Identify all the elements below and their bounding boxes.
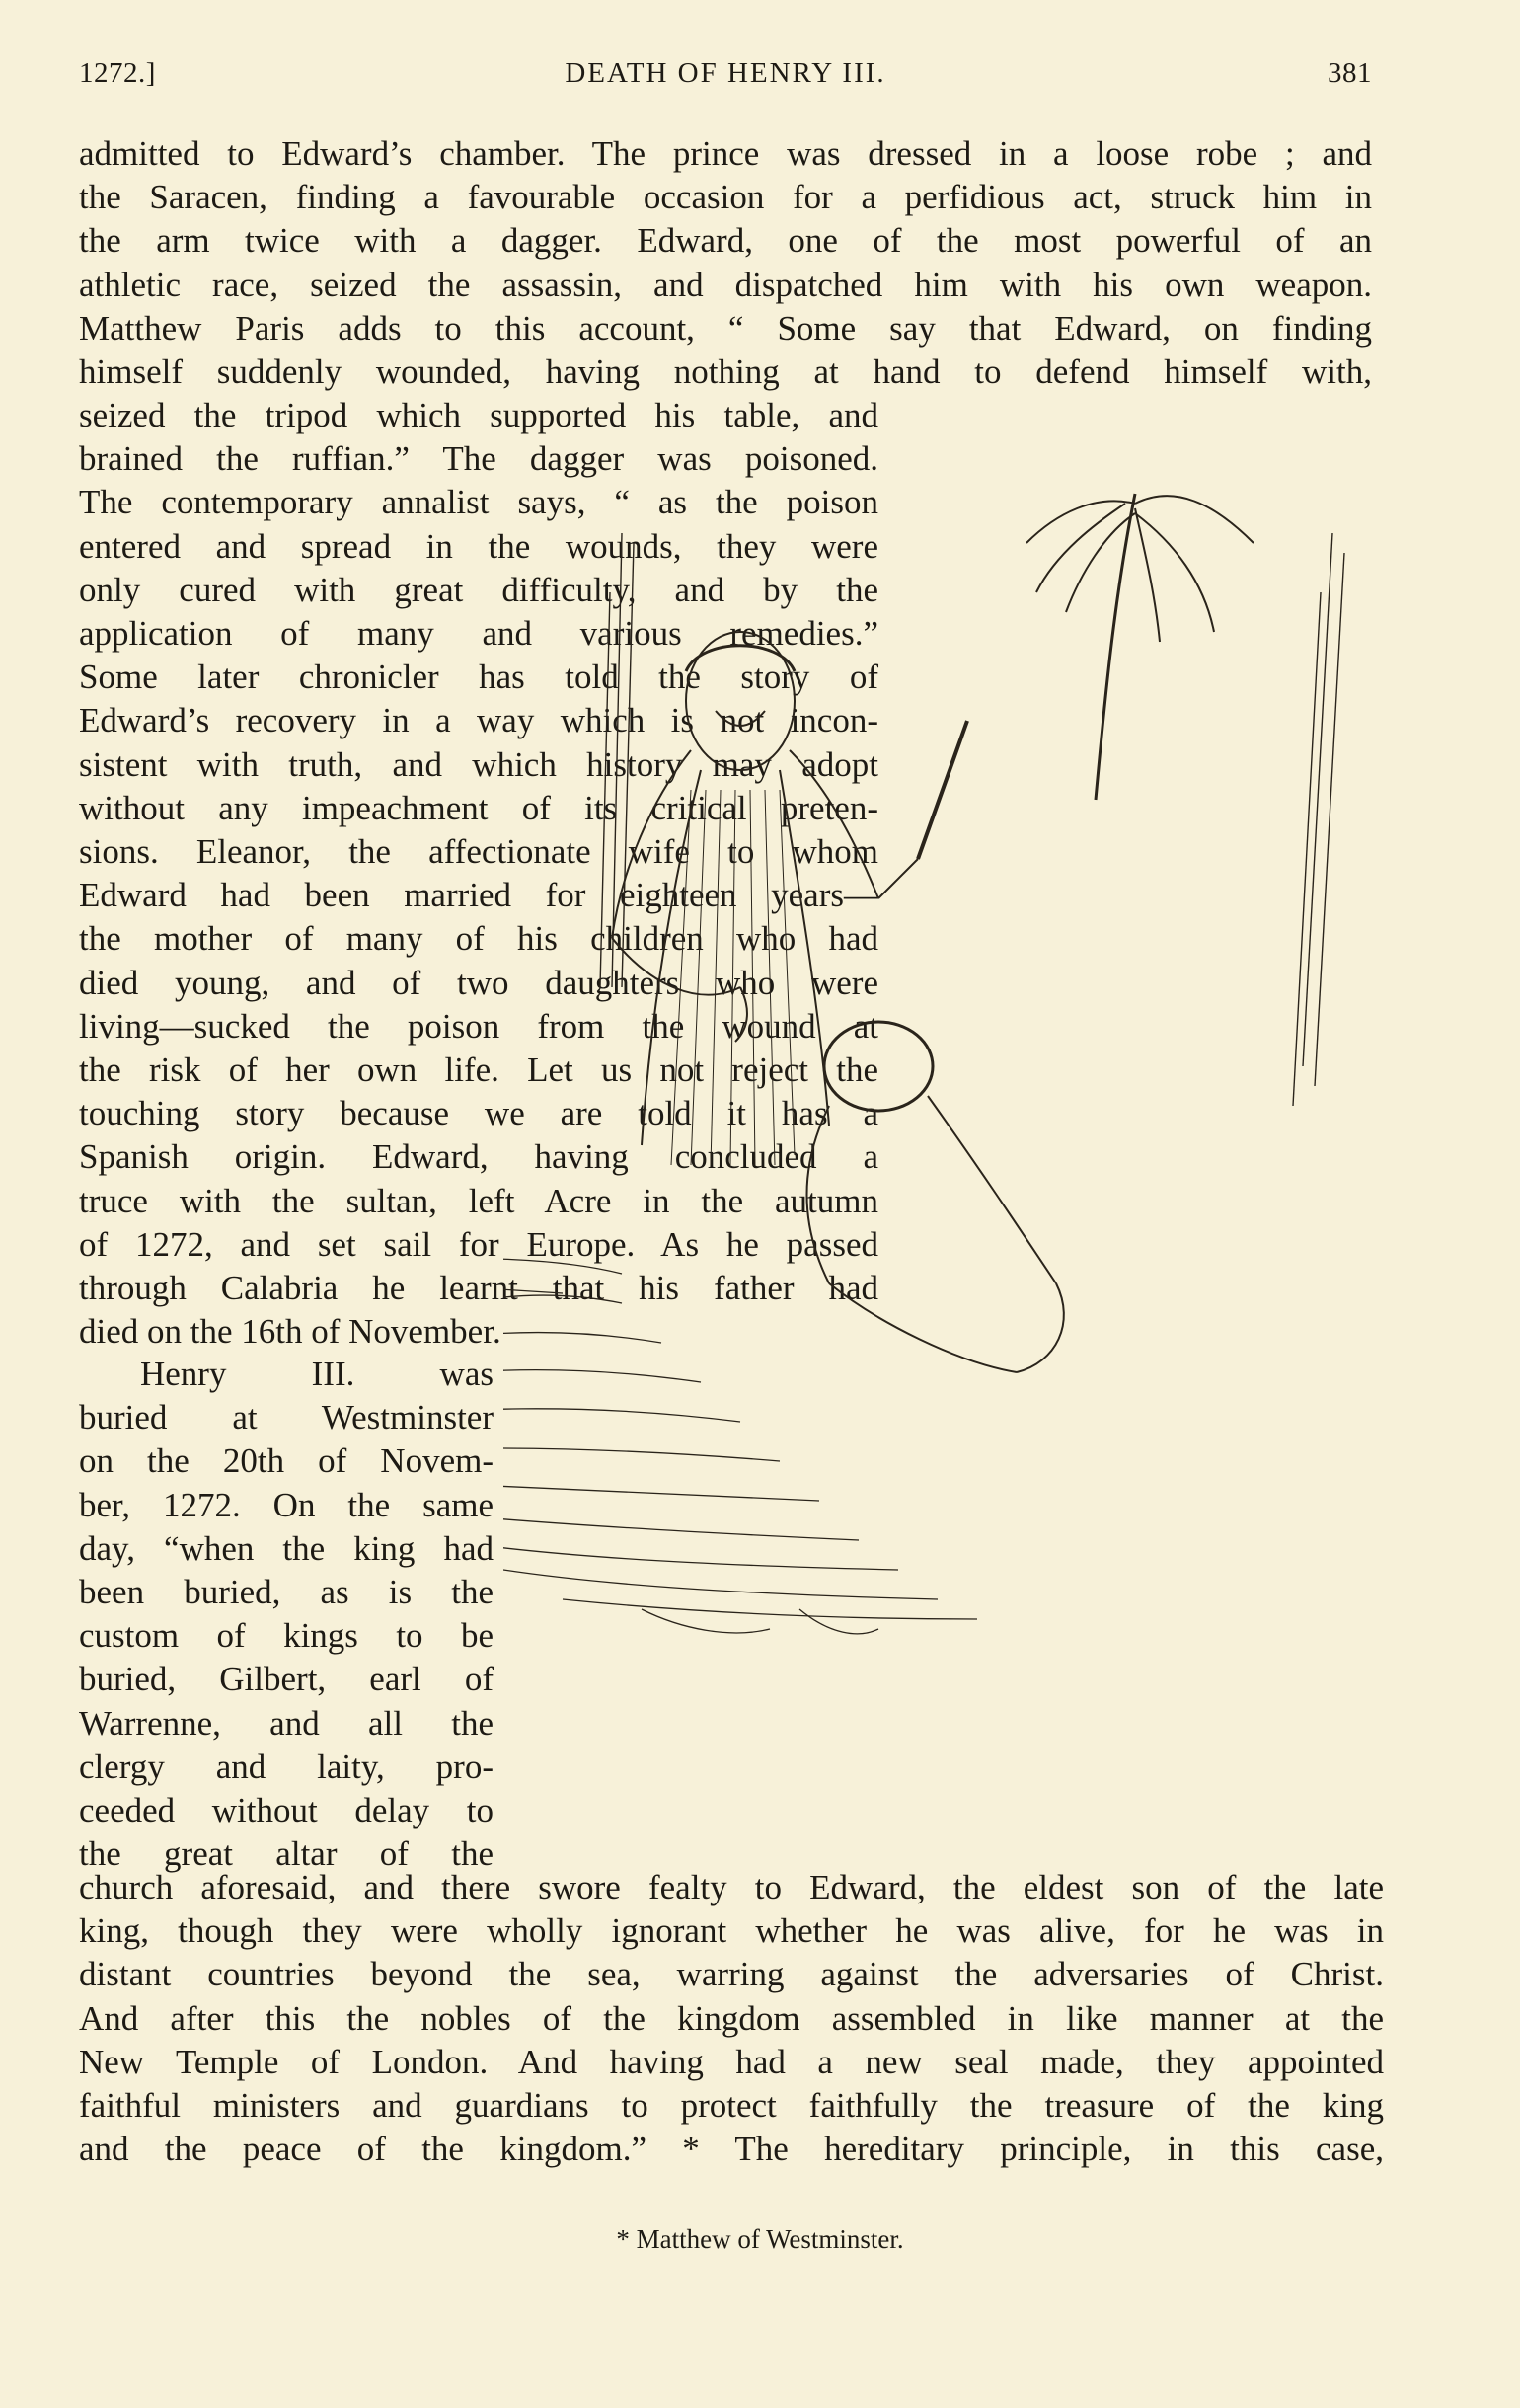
text-line: clergy and laity, pro- bbox=[79, 1747, 494, 1786]
text-line: church aforesaid, and there swore fealty to Edward, the eldest son of the late bbox=[79, 1868, 1384, 1906]
text-line: Warrenne, and all the bbox=[79, 1703, 494, 1743]
text-line: king, though they were wholly ignorant whether he was alive, for he was in bbox=[79, 1911, 1384, 1951]
text-line: Spanish origin. Edward, having concluded a bbox=[79, 1137, 878, 1177]
text-line: Henry III. was bbox=[140, 1355, 494, 1393]
text-line: the mother of many of his children who had bbox=[79, 919, 878, 959]
text-line: living—sucked the poison from the wound at bbox=[79, 1006, 878, 1046]
text-line: sistent with truth, and which history may adopt bbox=[79, 744, 878, 784]
text-line: on the 20th of Novem- bbox=[79, 1441, 494, 1481]
text-line: ceeded without delay to bbox=[79, 1791, 494, 1830]
text-line: the great altar of the bbox=[79, 1834, 494, 1874]
paragraph-bottom bbox=[79, 1866, 1384, 2171]
text-line: only cured with great difficulty, and by the bbox=[79, 570, 878, 609]
flowing-robe-lines bbox=[503, 1259, 977, 1634]
text-line: application of many and various remedies.” bbox=[79, 614, 878, 654]
text-line: faithful ministers and guardians to protect faithfully the treasure of the king bbox=[79, 2086, 1384, 2126]
curtain-lines bbox=[600, 533, 1344, 1106]
text-line: without any impeachment of its critical preten- bbox=[79, 788, 878, 827]
text-line: the arm twice with a dagger. Edward, one of the most powerful of an bbox=[79, 221, 1372, 261]
text-line: New Temple of London. And having had a new seal made, they appointed bbox=[79, 2042, 1384, 2081]
text-line: buried, Gilbert, earl of bbox=[79, 1660, 494, 1699]
text-line: athletic race, seized the assassin, and dispatched him with his own weapon. bbox=[79, 265, 1372, 304]
text-line: the risk of her own life. Let us not reject the bbox=[79, 1050, 878, 1090]
text-line: died young, and of two daughters who were bbox=[79, 963, 878, 1002]
header-year: 1272.] bbox=[79, 57, 156, 89]
paragraph-wrap-lower bbox=[79, 1353, 494, 1876]
header-title: DEATH OF HENRY III. bbox=[565, 57, 886, 89]
text-line: Edward’s recovery in a way which is not incon- bbox=[79, 701, 878, 740]
text-line: admitted to Edward’s chamber. The prince was dressed in a loose robe ; and bbox=[79, 134, 1372, 173]
text-line: of 1272, and set sail for Europe. As he passed bbox=[79, 1224, 878, 1264]
text-line: ber, 1272. On the same bbox=[79, 1485, 494, 1524]
page-number: 381 bbox=[1328, 57, 1372, 89]
text-line: And after this the nobles of the kingdom assembled in like manner at the bbox=[79, 1998, 1384, 2038]
text-line: through Calabria he learnt that his father had bbox=[79, 1269, 878, 1308]
text-line: himself suddenly wounded, having nothing at hand to defend himself with, bbox=[79, 352, 1372, 392]
engraving-illustration bbox=[503, 474, 1372, 1826]
text-line: The contemporary annalist says, “ as the poison bbox=[79, 483, 878, 522]
text-line: Edward had been married for eighteen years— bbox=[79, 876, 878, 915]
saracen-figure-icon bbox=[807, 1022, 1064, 1372]
text-line: buried at Westminster bbox=[79, 1398, 494, 1437]
text-line: the Saracen, finding a favourable occasion for a perfidious act, struck him in bbox=[79, 178, 1372, 217]
text-line: truce with the sultan, left Acre in the autumn bbox=[79, 1181, 878, 1220]
text-line: touching story because we are told it has a bbox=[79, 1094, 878, 1133]
footnote: * Matthew of Westminster. bbox=[616, 2224, 904, 2254]
paragraph-top bbox=[79, 132, 1372, 394]
text-line: Matthew Paris adds to this account, “ Some say that Edward, on finding bbox=[79, 308, 1372, 348]
text-line: brained the ruffian.” The dagger was poisoned. bbox=[79, 439, 878, 479]
text-line: entered and spread in the wounds, they were bbox=[79, 526, 878, 566]
text-line: been buried, as is the bbox=[79, 1573, 494, 1612]
text-line: and the peace of the kingdom.” * The hereditary principle, in this case, bbox=[79, 2130, 1384, 2169]
text-line: day, “when the king had bbox=[79, 1528, 494, 1568]
text-line: sions. Eleanor, the affectionate wife to whom bbox=[79, 832, 878, 872]
text-line: seized the tripod which supported his table, and bbox=[79, 396, 878, 434]
text-line: died on the 16th of November. bbox=[79, 1312, 501, 1352]
text-line: distant countries beyond the sea, warring against the adversaries of Christ. bbox=[79, 1955, 1384, 1994]
edward-figure-icon bbox=[612, 632, 967, 1165]
text-line: custom of kings to be bbox=[79, 1616, 494, 1656]
palm-tree-icon bbox=[1026, 494, 1254, 800]
text-line: Some later chronicler has told the story of bbox=[79, 658, 878, 697]
